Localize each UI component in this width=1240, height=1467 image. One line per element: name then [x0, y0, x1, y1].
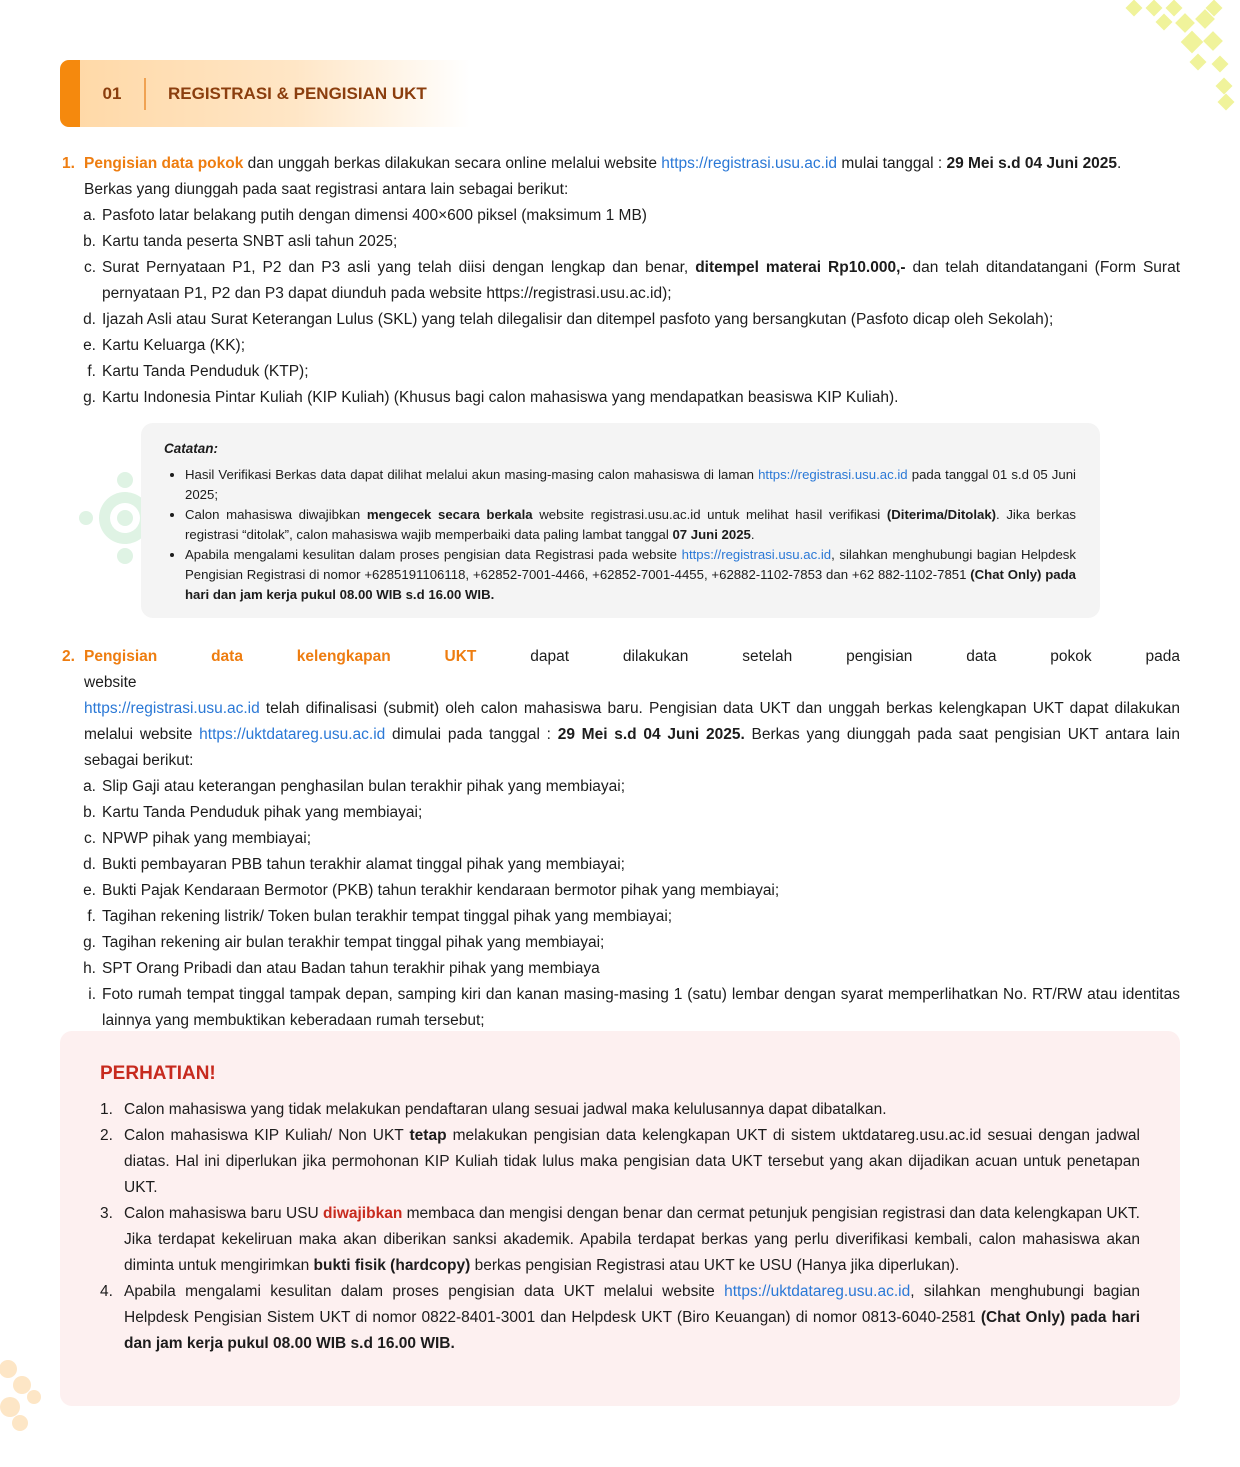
sub-text: SPT Orang Pribadi dan atau Badan tahun terakhir pihak yang membiaya	[102, 960, 600, 977]
warning-text	[124, 1201, 1140, 1279]
sub-text: Pasfoto latar belakang putih dengan dimensi 400×600 piksel (maksimum 1 MB)	[102, 207, 647, 224]
sub-letter: c.	[83, 830, 96, 847]
warning-item	[100, 1097, 1140, 1123]
note-bullet	[185, 505, 1076, 545]
note-text: Apabila mengalami kesulitan dalam proses pengisian data Registrasi pada website	[185, 547, 682, 562]
sub-text: Kartu Indonesia Pintar Kuliah (KIP Kuliah) (Khusus bagi calon mahasiswa yang mendapatkan beasiswa KIP Kuliah).	[102, 389, 899, 406]
list-item-2	[62, 644, 1180, 1034]
item-body	[84, 644, 1180, 1034]
uktdatareg-link[interactable]: https://uktdatareg.usu.ac.id	[724, 1283, 911, 1300]
item-text: telah difinalisasi (submit) oleh calon mahasiswa baru. Pengisian data UKT dan unggah berkas kelengkapan UKT dapat dilakukan melalui website	[84, 700, 1180, 743]
sub-letter: h.	[83, 960, 96, 977]
warning-number: 2.	[100, 1127, 113, 1144]
item-text: .	[1117, 155, 1122, 172]
sub-item	[84, 333, 1180, 359]
sub-text: Bukti Pajak Kendaraan Bermotor (PKB) tahun terakhir kendaraan bermotor pihak yang membiayai;	[102, 882, 780, 899]
item-body	[84, 151, 1180, 411]
sub-text-part: Surat Pernyataan P1, P2 dan P3 asli yang telah diisi dengan lengkap dan benar,	[102, 259, 696, 276]
sub-text: Kartu Keluarga (KK);	[102, 337, 246, 354]
warning-text	[124, 1279, 1140, 1357]
registrasi-link[interactable]: https://registrasi.usu.ac.id	[758, 467, 908, 482]
sub-item	[84, 852, 1180, 878]
note-text: pada tanggal 01 s.d 05 Juni 2025;	[185, 467, 1076, 502]
sub-item	[84, 255, 1180, 307]
section-number: 01	[102, 83, 122, 103]
warning-text-part: melakukan pengisian data kelengkapan UKT di sistem uktdatareg.usu.ac.id sesuai dengan jadwal diatas. Hal ini diperlukan jika permohonan KIP Kuliah tidak lulus maka pengisian data UKT tersebut yang akan dijadikan acuan untuk penetapan UKT.	[124, 1127, 1140, 1196]
item-text: dan unggah berkas dilakukan secara online melalui website	[243, 155, 662, 172]
item-intro-rest	[84, 696, 1180, 774]
item-intro	[84, 151, 1180, 177]
item-lead: Pengisian data kelengkapan UKT	[84, 648, 477, 665]
item-text: dimulai pada tanggal :	[385, 726, 558, 743]
sub-item	[84, 359, 1180, 385]
sub-text: Tagihan rekening air bulan terakhir tempat tinggal pihak yang membiayai;	[102, 934, 605, 951]
sub-item	[84, 904, 1180, 930]
sub-item	[84, 800, 1180, 826]
warning-bold: bukti fisik (hardcopy)	[313, 1257, 471, 1274]
sub-letter: d.	[83, 311, 96, 328]
warning-item	[100, 1279, 1140, 1357]
warning-title: PERHATIAN!	[100, 1063, 216, 1084]
sub-text-part: dan telah ditandatangani (Form Surat pernyataan P1, P2 dan P3 dapat diunduh pada website https://registrasi.usu.ac.id);	[102, 259, 1181, 302]
warning-bold: tetap	[409, 1127, 447, 1144]
item-intro-line	[84, 644, 1180, 696]
sub-item	[84, 774, 1180, 800]
note-bold: (Diterima/Ditolak)	[886, 507, 997, 522]
sub-text: Slip Gaji atau keterangan penghasilan bulan terakhir pihak yang membiayai;	[102, 778, 626, 795]
registrasi-link[interactable]: https://registrasi.usu.ac.id	[84, 700, 260, 717]
item-subintro: Berkas yang diunggah pada saat registrasi antara lain sebagai berikut:	[84, 181, 569, 198]
sub-text: Kartu Tanda Penduduk pihak yang membiayai;	[102, 804, 423, 821]
warning-text	[124, 1123, 1140, 1201]
corner-pattern-decoration	[1120, 0, 1240, 120]
sub-letter: f.	[87, 363, 96, 380]
note-text: Calon mahasiswa diwajibkan	[185, 507, 367, 522]
item-text: dapat dilakukan setelah pengisian data pokok pada website	[84, 648, 1180, 691]
note-bold: (Chat Only) pada hari dan jam kerja pukul 08.00 WIB s.d 16.00 WIB.	[185, 567, 1076, 602]
note-bold: mengecek secara berkala	[366, 507, 533, 522]
warning-number: 4.	[100, 1283, 113, 1300]
note-box	[141, 423, 1100, 618]
list-item-1	[62, 151, 1180, 411]
item-lead: Pengisian data pokok	[84, 155, 244, 172]
section-title: REGISTRASI & PENGISIAN UKT	[168, 83, 427, 103]
registrasi-link[interactable]: https://registrasi.usu.ac.id	[681, 547, 832, 562]
warning-text-part: Calon mahasiswa baru USU	[124, 1205, 324, 1222]
item-text: mulai tanggal :	[837, 155, 947, 172]
sub-text: Ijazah Asli atau Surat Keterangan Lulus (SKL) yang telah dilegalisir dan ditempel pasfoto yang bersangkutan (Pasfoto dicap oleh Sekolah);	[102, 311, 1054, 328]
sub-text: Foto rumah tempat tinggal tampak depan, samping kiri dan kanan masing-masing 1 (satu) lembar dengan syarat memperlihatkan No. RT/RW atau identitas lainnya yang membuktikan keberadaan rumah tersebut;	[102, 986, 1180, 1029]
warning-text: Calon mahasiswa yang tidak melakukan pendaftaran ulang sesuai jadwal maka kelulusannya dapat dibatalkan.	[124, 1101, 887, 1118]
sub-text: NPWP pihak yang membiayai;	[102, 830, 312, 847]
sub-letter: a.	[83, 207, 96, 224]
sub-text: Tagihan rekening listrik/ Token bulan terakhir tempat tinggal pihak yang membiayai;	[102, 908, 673, 925]
sub-text: Kartu tanda peserta SNBT asli tahun 2025;	[102, 233, 398, 250]
sub-item	[84, 930, 1180, 956]
sub-letter: e.	[83, 882, 96, 899]
warning-text-part: Apabila mengalami kesulitan dalam proses pengisian data UKT melalui website	[124, 1283, 725, 1300]
sub-item	[84, 385, 1180, 411]
note-text: Hasil Verifikasi Berkas data dapat dilihat melalui akun masing-masing calon mahasiswa di laman	[185, 467, 759, 482]
sub-letter: f.	[87, 908, 96, 925]
section-header	[60, 60, 470, 127]
sub-letter: g.	[83, 934, 96, 951]
warning-item	[100, 1201, 1140, 1279]
note-title: Catatan:	[164, 441, 219, 456]
sub-item	[84, 956, 1180, 982]
sub-text-bold: ditempel materai Rp10.000,-	[695, 259, 906, 276]
sub-item	[84, 203, 1180, 229]
sub-letter: d.	[83, 856, 96, 873]
sub-letter: c.	[83, 259, 96, 276]
flower-decoration	[0, 1357, 50, 1447]
warning-text-part: membaca dan mengisi dengan benar dan cermat petunjuk pengisian registrasi dan data kelengkapan UKT. Jika terdapat kekeliruan maka akan diberikan sanksi akademik. Apabila terdapat berkas yang perlu diverifikasi kembali, calon mahasiswa akan diminta untuk mengirimkan	[124, 1205, 1140, 1274]
sub-letter: b.	[83, 804, 96, 821]
sub-letter: g.	[83, 389, 96, 406]
sub-letter: a.	[83, 778, 96, 795]
note-bold: 07 Juni 2025	[672, 527, 751, 542]
item-number: 1.	[62, 155, 75, 172]
sub-letter: b.	[83, 233, 96, 250]
note-text: .	[750, 527, 755, 542]
note-bullet	[185, 545, 1076, 605]
item-number: 2.	[62, 648, 75, 665]
warning-bold: (Chat Only) pada hari dan jam kerja pukul 08.00 WIB s.d 16.00 WIB.	[124, 1309, 1140, 1352]
item-text: Berkas yang diunggah pada saat pengisian UKT antara lain sebagai berikut:	[84, 726, 1180, 769]
warning-text-part: berkas pengisian Registrasi atau UKT ke USU (Hanya jika diperlukan).	[470, 1257, 960, 1274]
warning-list	[100, 1097, 1140, 1357]
warning-box	[60, 1031, 1180, 1406]
sub-item	[84, 307, 1180, 333]
sub-letter: e.	[83, 337, 96, 354]
note-text: . Jika berkas registrasi “ditolak”, calon mahasiswa wajib memperbaiki data paling lambat tanggal	[185, 507, 1076, 542]
sub-item	[84, 878, 1180, 904]
warning-emphasis: diwajibkan	[323, 1205, 403, 1222]
warning-text-part: Calon mahasiswa KIP Kuliah/ Non UKT	[124, 1127, 410, 1144]
sub-item	[84, 826, 1180, 852]
note-bullet	[185, 465, 1076, 505]
warning-number: 3.	[100, 1205, 113, 1222]
note-list	[164, 465, 1076, 605]
warning-text-part: , silahkan menghubungi bagian Helpdesk Pengisian Sistem UKT di nomor 0822-8401-3001 dan Helpdesk UKT (Biro Keuangan) di nomor 0813-6040-2581	[124, 1283, 1141, 1326]
warning-number: 1.	[100, 1101, 113, 1118]
uktdatareg-link[interactable]: https://uktdatareg.usu.ac.id	[199, 726, 386, 743]
sub-item	[84, 982, 1180, 1034]
note-text: , silahkan menghubungi bagian Helpdesk Pengisian Registrasi di nomor +6285191106118, +62852-7001-4466, +62852-7001-4455, +62882-1102-7853 dan +62 882-1102-7851	[185, 547, 1076, 582]
sub-text	[102, 255, 1180, 307]
registrasi-link[interactable]: https://registrasi.usu.ac.id	[661, 155, 838, 172]
item-date: 29 Mei s.d 04 Juni 2025.	[557, 726, 745, 743]
item-date: 29 Mei s.d 04 Juni 2025	[946, 155, 1118, 172]
sub-text: Bukti pembayaran PBB tahun terakhir alamat tinggal pihak yang membiayai;	[102, 856, 625, 873]
sub-letter: i.	[88, 986, 96, 1003]
note-text: website registrasi.usu.ac.id untuk melihat hasil verifikasi	[532, 507, 887, 522]
sub-text: Kartu Tanda Penduduk (KTP);	[102, 363, 309, 380]
warning-item	[100, 1123, 1140, 1201]
sub-item	[84, 229, 1180, 255]
